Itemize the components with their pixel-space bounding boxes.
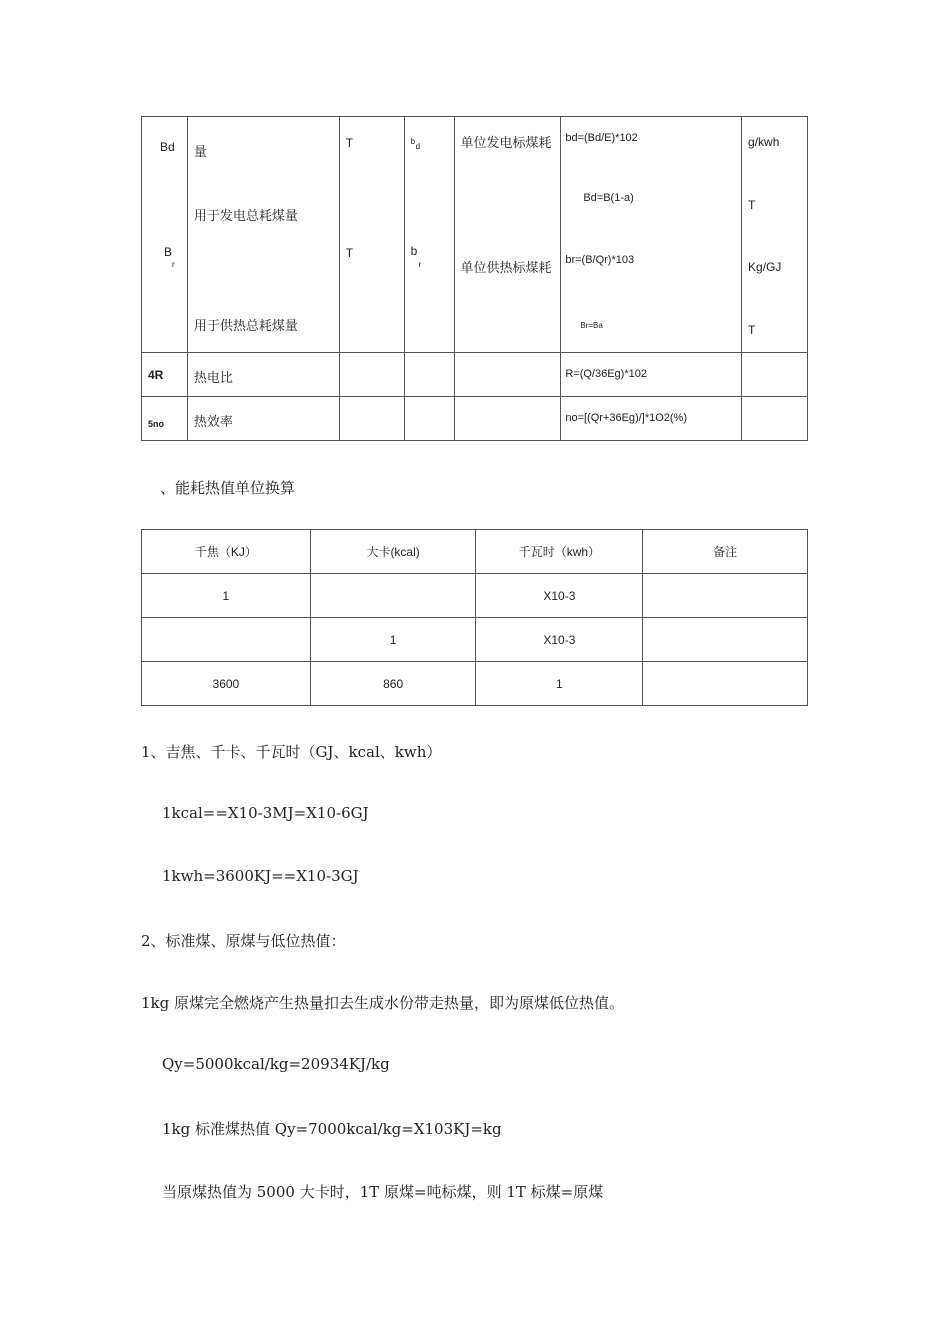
table-cell — [142, 618, 311, 662]
header-cell: 大卡(kcal) — [310, 530, 476, 574]
table-row — [142, 662, 808, 706]
name-text: 量 — [193, 145, 207, 160]
formula-text: R=(Q/36Eg)*102 — [565, 368, 647, 380]
symbol-subscript: r — [172, 260, 175, 269]
table-cell: 1 — [310, 618, 476, 662]
name-text: 热效率 — [193, 415, 233, 430]
paragraph: 1kg 原煤完全燃烧产生热量扣去生成水份带走热量，即为原煤低位热值。 — [141, 994, 625, 1012]
header-cell: 千瓦时（kwh） — [476, 530, 643, 574]
table-header-row — [142, 530, 808, 574]
desc-text: 单位发电标煤耗 — [460, 136, 552, 151]
symbol2-cell — [404, 117, 454, 353]
table-cell: 1 — [142, 574, 311, 618]
name-text: 热电比 — [193, 371, 233, 386]
header-cell: 备注 — [643, 530, 808, 574]
symbol-text: Bd — [160, 140, 175, 154]
unit-text: T — [345, 246, 354, 260]
symbol-subscript: r — [418, 260, 422, 269]
coal-consumption-table — [141, 116, 808, 441]
table-cell — [643, 574, 808, 618]
paragraph: 1kcal==X10-3MJ=X10-6GJ — [162, 804, 369, 822]
symbol-text: b — [410, 244, 418, 258]
name-cell — [187, 117, 339, 353]
symbol-subscript: d — [415, 142, 421, 151]
paragraph: Qy=5000kcal/kg=20934KJ/kg — [162, 1055, 390, 1073]
name-text: 用于发电总耗煤量 — [193, 209, 298, 224]
table-cell: 1 — [476, 662, 643, 706]
table-row — [142, 353, 808, 397]
formula-text: no=[(Qr+36Eg)/]*1O2(%) — [565, 412, 687, 424]
symbol-text: 5no — [148, 419, 165, 429]
paragraph: 1kwh=3600KJ==X10-3GJ — [162, 867, 359, 885]
desc-text: 单位供热标煤耗 — [460, 261, 552, 276]
table-row — [142, 574, 808, 618]
unit-text: g/kwh — [748, 135, 780, 149]
table-row — [142, 117, 808, 353]
unit-cell — [339, 117, 404, 353]
table-cell: 3600 — [142, 662, 311, 706]
unit-text: Kg/GJ — [748, 260, 782, 274]
symbol-cell — [142, 117, 188, 353]
paragraph: 1kg 标准煤热值 Qy=7000kcal/kg=X103KJ=kg — [162, 1120, 502, 1138]
unit-text: T — [345, 136, 354, 150]
paragraph: 1、吉焦、千卡、千瓦时（GJ、kcal、kwh） — [141, 743, 442, 761]
table-cell — [310, 574, 476, 618]
formula-text: Bd=B(1-a) — [583, 192, 634, 204]
paragraph: 2、标准煤、原煤与低位热值： — [141, 932, 346, 950]
table-cell: 860 — [310, 662, 476, 706]
table-row — [142, 618, 808, 662]
desc-cell — [454, 117, 561, 353]
unit-text: T — [748, 323, 756, 337]
symbol-text: b — [410, 137, 416, 146]
paragraph: 当原煤热值为 5000 大卡时，1T 原煤=吨标煤，则 1T 标煤=原煤 — [162, 1183, 604, 1201]
formula-text: bd=(Bd/E)*102 — [565, 132, 638, 144]
unit2-cell — [742, 117, 808, 353]
formula-cell — [561, 117, 742, 353]
symbol-text: B — [164, 245, 173, 259]
table-row — [142, 397, 808, 441]
table-cell — [643, 662, 808, 706]
formula-text: Br=Ba — [580, 321, 603, 330]
unit-text: T — [748, 198, 756, 212]
section-title: 、能耗热值单位换算 — [160, 479, 296, 497]
unit-conversion-table — [141, 529, 808, 706]
table-cell — [643, 618, 808, 662]
table-cell: X10-3 — [476, 574, 643, 618]
symbol-text: 4R — [148, 368, 164, 382]
formula-text: br=(B/Qr)*103 — [565, 254, 635, 266]
name-text: 用于供热总耗煤量 — [193, 319, 298, 334]
header-cell: 千焦（KJ） — [142, 530, 311, 574]
table-cell: X10-3 — [476, 618, 643, 662]
